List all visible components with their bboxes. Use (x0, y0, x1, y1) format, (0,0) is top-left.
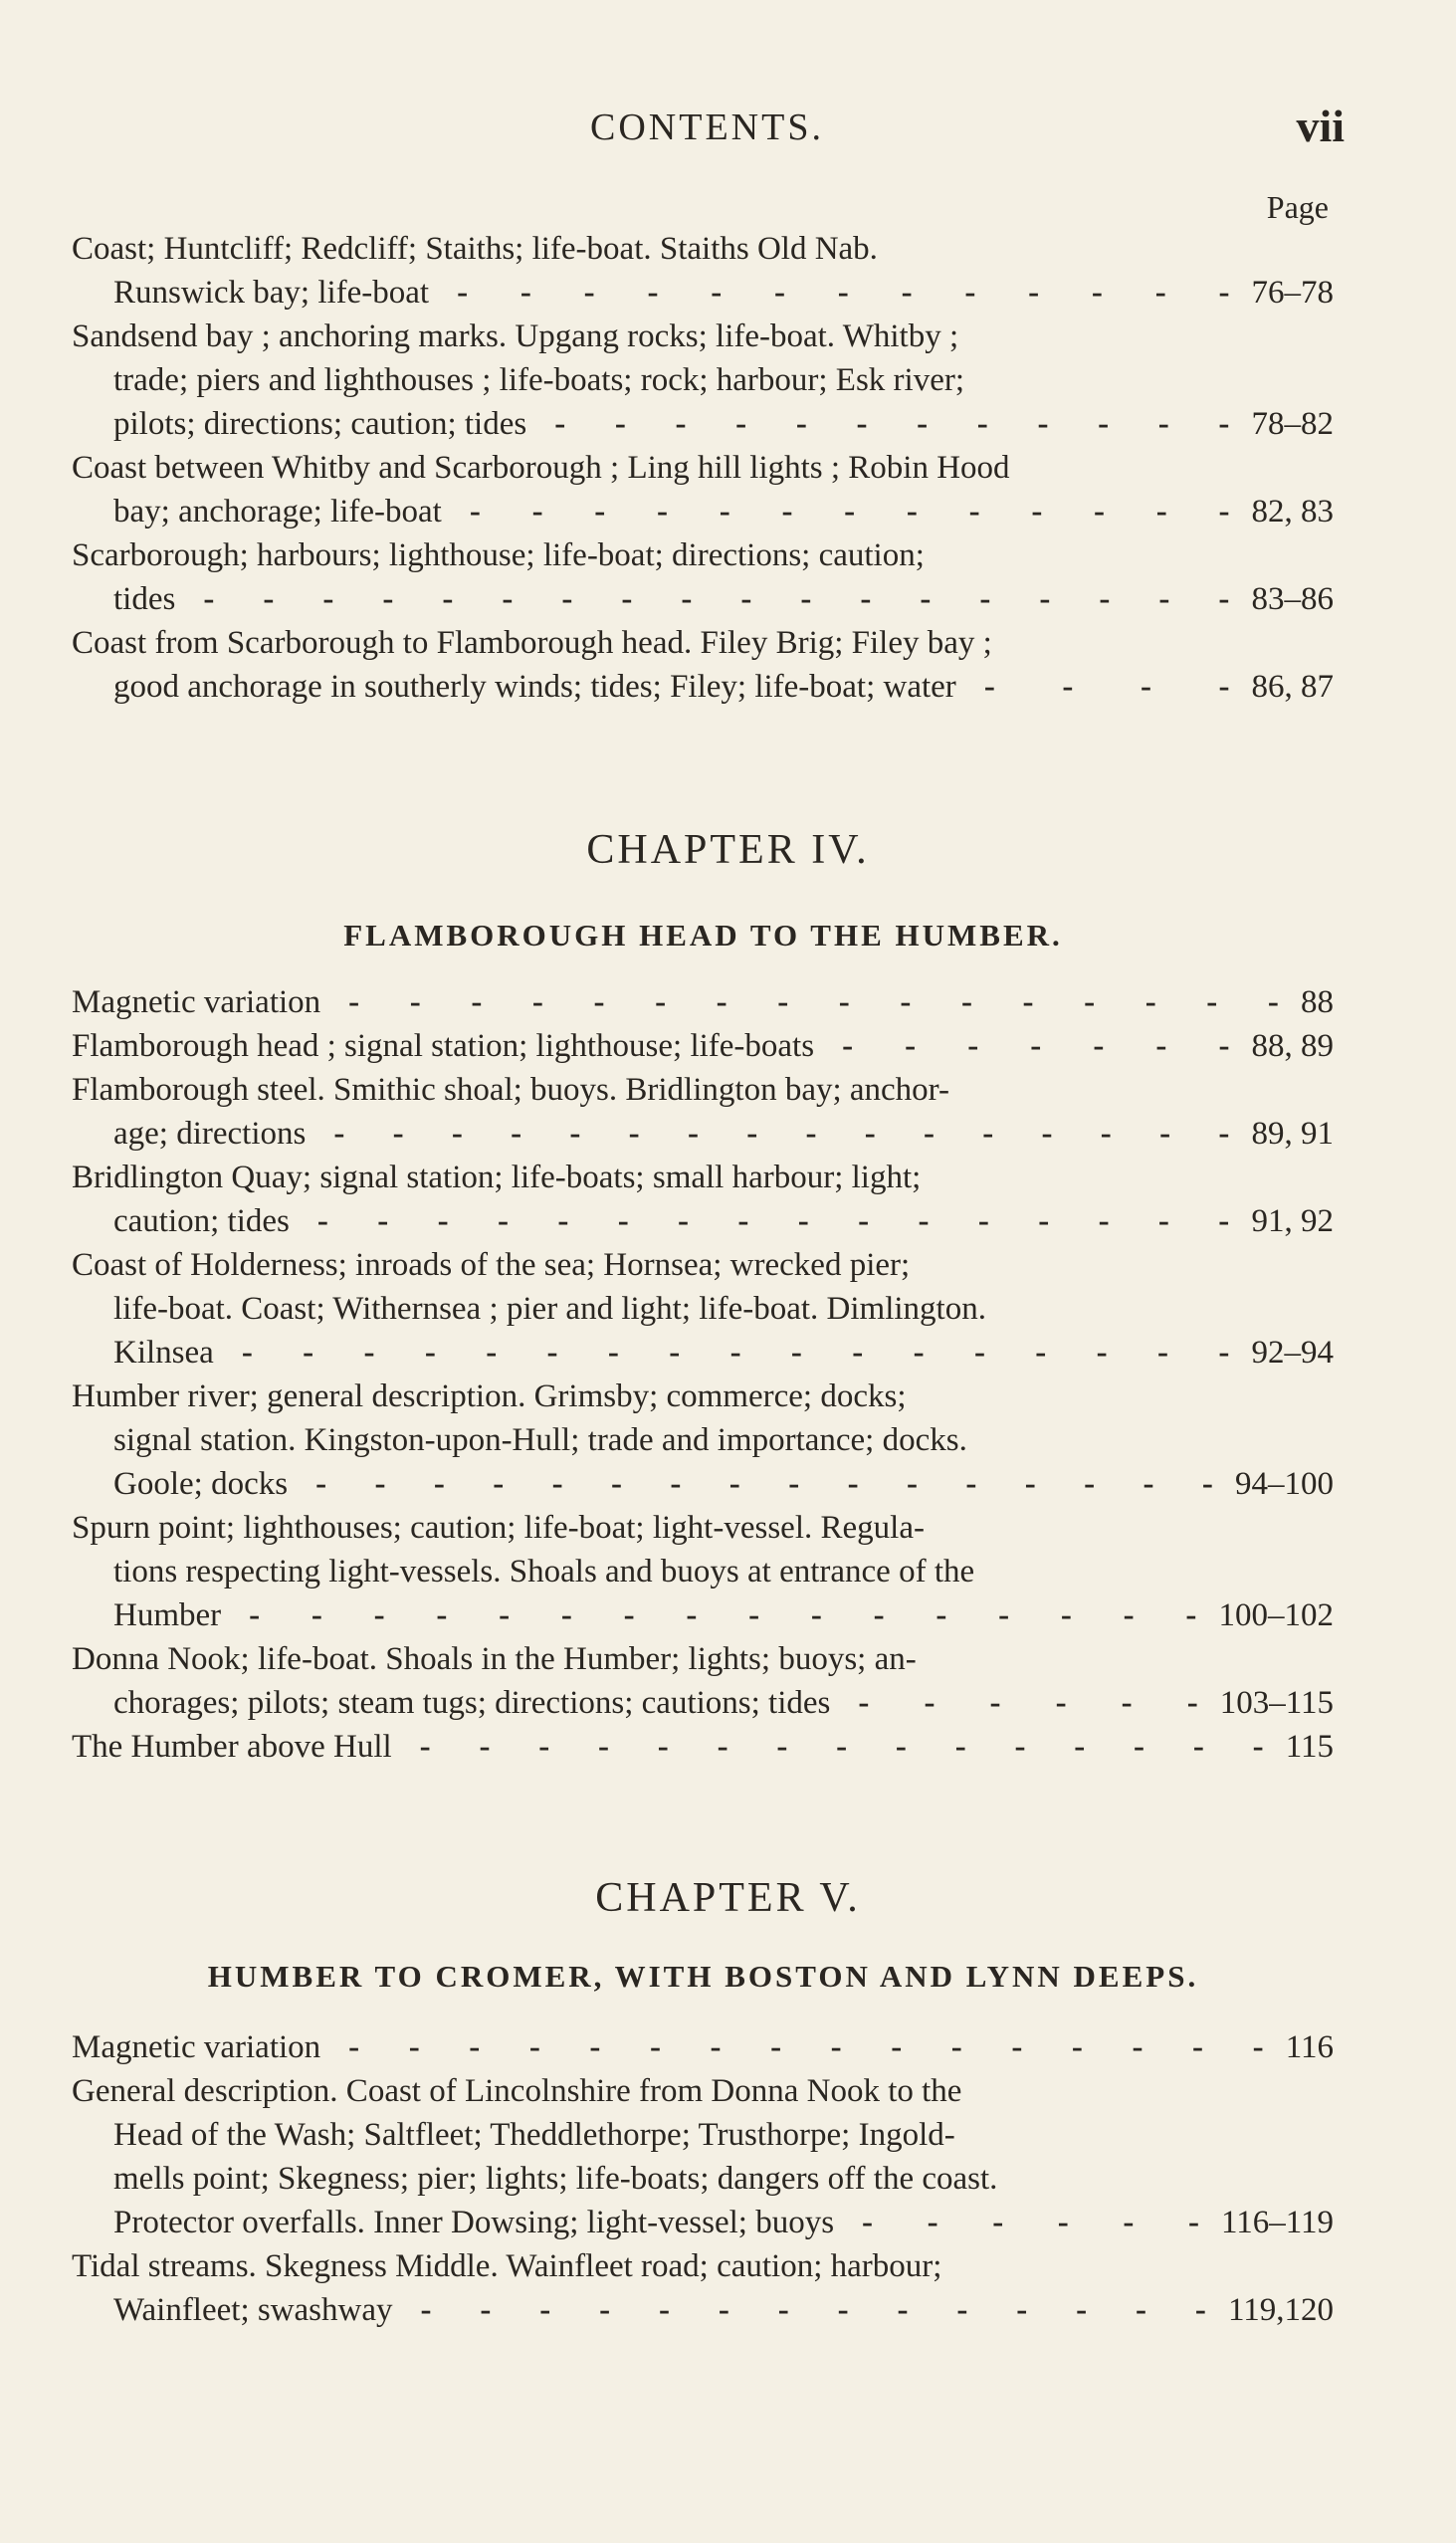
entry-page-number: 76–78 (1251, 275, 1334, 311)
entry-text: Coast of Holderness; inroads of the sea; Hornsea; wrecked pier; (72, 1247, 911, 1283)
entry-text: Humber river; general description. Grimsby; commerce; docks; (72, 1378, 907, 1414)
entry-text: tions respecting light-vessels. Shoals and buoys at entrance of the (113, 1554, 975, 1589)
leader-dashes: - - - - - - - - - - - - - - - - - - (203, 581, 1230, 617)
entry-line (72, 1331, 1334, 1375)
entry-page-number: 115 (1285, 1729, 1334, 1765)
entry-page-number: 94–100 (1235, 1466, 1334, 1502)
entry-page-number: 116–119 (1220, 2205, 1334, 2240)
entry-text: Protector overfalls. Inner Dowsing; light-vessel; buoys (113, 2205, 835, 2240)
leader-dashes: - - - - - - - - - - - - - - - - (333, 1116, 1230, 1152)
entry-line (72, 315, 1334, 358)
entry-text: Sandsend bay ; anchoring marks. Upgang rocks; life-boat. Whitby ; (72, 318, 959, 354)
entry-text: good anchorage in southerly winds; tides; Filey; life-boat; water (113, 669, 956, 705)
contents-entry (72, 1637, 1334, 1725)
entry-page-number: 116 (1285, 2029, 1334, 2065)
entry-line (72, 1024, 1334, 1068)
leader-dashes: - - - - - - - (842, 1028, 1230, 1064)
entry-line (72, 2025, 1334, 2069)
contents-entry (72, 1506, 1334, 1637)
entry-line (72, 402, 1334, 446)
contents-entry (72, 2025, 1334, 2069)
entry-page-number: 92–94 (1251, 1335, 1334, 1371)
entry-line (72, 490, 1334, 533)
entry-line (72, 1287, 1334, 1331)
entry-text: life-boat. Coast; Withernsea ; pier and light; life-boat. Dimlington. (113, 1291, 986, 1327)
entry-line (72, 1637, 1334, 1681)
contents-entry (72, 1068, 1334, 1156)
entry-page-number: 119,120 (1227, 2292, 1334, 2328)
contents-entry (72, 1375, 1334, 1506)
contents-entry (72, 1156, 1334, 1243)
entry-page-number: 88, 89 (1251, 1028, 1334, 1064)
entry-line (72, 1725, 1334, 1769)
entry-text: Coast from Scarborough to Flamborough head. Filey Brig; Filey bay ; (72, 625, 992, 661)
entry-text: Coast; Huntcliff; Redcliff; Staiths; life-boat. Staiths Old Nab. (72, 231, 878, 267)
entry-line (72, 446, 1334, 490)
leader-dashes: - - - - - - - - - - - - - - - - (316, 1203, 1230, 1239)
entry-text: Head of the Wash; Saltfleet; Theddlethorpe; Trusthorpe; Ingold- (113, 2117, 955, 2153)
entry-line (72, 1243, 1334, 1287)
entry-line (72, 1156, 1334, 1199)
contents-section-chapter-v (72, 2025, 1334, 2332)
entry-line (72, 980, 1334, 1024)
chapter-iv-subtitle: FLAMBOROUGH HEAD TO THE HUMBER. (343, 918, 1063, 953)
leader-dashes: - - - - - - - - - - - - - - - (419, 1729, 1264, 1765)
entry-page-number: 100–102 (1218, 1597, 1334, 1633)
entry-text: Tidal streams. Skegness Middle. Wainfleet road; caution; harbour; (72, 2248, 942, 2284)
contents-entry (72, 533, 1334, 621)
entry-page-number: 103–115 (1219, 1685, 1334, 1721)
contents-entry (72, 1243, 1334, 1375)
entry-line (72, 227, 1334, 271)
entry-line (72, 577, 1334, 621)
entry-text: mells point; Skegness; pier; lights; life-boats; dangers off the coast. (113, 2161, 998, 2197)
entry-line (72, 1462, 1334, 1506)
leader-dashes: - - - - - - - - - - - - - - - - (348, 2029, 1264, 2065)
leader-dashes: - - - - - - (862, 2205, 1199, 2240)
entry-text: Flamborough steel. Smithic shoal; buoys. Bridlington bay; anchor- (72, 1072, 949, 1108)
entry-text: tides (113, 581, 176, 617)
entry-page-number: 86, 87 (1251, 669, 1334, 705)
leader-dashes: - - - - - - - - - - - - - - - - (315, 1466, 1213, 1502)
chapter-v-title: CHAPTER V. (595, 1875, 861, 1921)
entry-text: caution; tides (113, 1203, 290, 1239)
contents-entry (72, 980, 1334, 1024)
entry-text: pilots; directions; caution; tides (113, 406, 527, 442)
entry-page-number: 91, 92 (1251, 1203, 1334, 1239)
chapter-v-subtitle: HUMBER TO CROMER, WITH BOSTON AND LYNN DEEPS. (207, 1959, 1199, 1994)
contents-section-chapter-iv (72, 980, 1334, 1769)
leader-dashes: - - - - (983, 669, 1230, 705)
entry-line (72, 2244, 1334, 2288)
entry-text: Wainfleet; swashway (113, 2292, 393, 2328)
entry-page-number: 82, 83 (1251, 494, 1334, 530)
entry-text: Runswick bay; life-boat (113, 275, 430, 311)
leader-dashes: - - - - - - (858, 1685, 1198, 1721)
leader-dashes: - - - - - - - - - - - - - - - - (249, 1597, 1197, 1633)
entry-text: Bridlington Quay; signal station; life-boats; small harbour; light; (72, 1160, 922, 1195)
entry-line (72, 1199, 1334, 1243)
leader-dashes: - - - - - - - - - - - - - (469, 494, 1230, 530)
entry-text: signal station. Kingston-upon-Hull; trade and importance; docks. (113, 1422, 967, 1458)
entry-text: The Humber above Hull (72, 1729, 392, 1765)
contents-entry (72, 227, 1334, 315)
entry-text: trade; piers and lighthouses ; life-boats; rock; harbour; Esk river; (113, 362, 965, 398)
entry-page-number: 78–82 (1251, 406, 1334, 442)
entry-text: Magnetic variation (72, 2029, 321, 2065)
entry-line (72, 533, 1334, 577)
contents-entry (72, 315, 1334, 446)
entry-line (72, 358, 1334, 402)
entry-line (72, 1506, 1334, 1550)
entry-line (72, 665, 1334, 709)
entry-text: chorages; pilots; steam tugs; directions; cautions; tides (113, 1685, 831, 1721)
entry-line (72, 621, 1334, 665)
leader-dashes: - - - - - - - - - - - - (554, 406, 1230, 442)
entry-text: age; directions (113, 1116, 307, 1152)
page-number: vii (1296, 101, 1345, 151)
entry-text: Donna Nook; life-boat. Shoals in the Humber; lights; buoys; an- (72, 1641, 917, 1677)
entry-line (72, 1112, 1334, 1156)
contents-section-top (72, 227, 1334, 709)
chapter-iv-title: CHAPTER IV. (586, 827, 870, 873)
leader-dashes: - - - - - - - - - - - - - - - - - (241, 1335, 1230, 1371)
entry-text: Magnetic variation (72, 984, 321, 1020)
entry-text: bay; anchorage; life-boat (113, 494, 442, 530)
entry-line (72, 2113, 1334, 2157)
entry-text: Kilnsea (113, 1335, 214, 1371)
contents-entry (72, 2244, 1334, 2332)
entry-text: Goole; docks (113, 1466, 289, 1502)
contents-entry (72, 621, 1334, 709)
entry-text: Coast between Whitby and Scarborough ; Ling hill lights ; Robin Hood (72, 450, 1010, 486)
entry-line (72, 1681, 1334, 1725)
contents-entry (72, 2069, 1334, 2244)
entry-text: Scarborough; harbours; lighthouse; life-boat; directions; caution; (72, 537, 925, 573)
entry-text: Humber (113, 1597, 222, 1633)
entry-line (72, 1550, 1334, 1593)
entry-page-number: 88 (1301, 984, 1334, 1020)
entry-text: Flamborough head ; signal station; lighthouse; life-boats (72, 1028, 815, 1064)
contents-entry (72, 446, 1334, 533)
entry-line (72, 271, 1334, 315)
entry-text: General description. Coast of Lincolnshire from Donna Nook to the (72, 2073, 962, 2109)
entry-page-number: 89, 91 (1251, 1116, 1334, 1152)
entry-text: Spurn point; lighthouses; caution; life-boat; light-vessel. Regula- (72, 1510, 925, 1546)
running-head (70, 100, 1345, 159)
entry-line (72, 1068, 1334, 1112)
entry-line (72, 2069, 1334, 2113)
entry-line (72, 1418, 1334, 1462)
entry-line (72, 2157, 1334, 2201)
contents-entry (72, 1024, 1334, 1068)
contents-entry (72, 1725, 1334, 1769)
leader-dashes: - - - - - - - - - - - - - (457, 275, 1230, 311)
entry-line (72, 2288, 1334, 2332)
running-head-title: CONTENTS. (590, 106, 824, 148)
entry-line (72, 2201, 1334, 2244)
leader-dashes: - - - - - - - - - - - - - - - - (348, 984, 1279, 1020)
leader-dashes: - - - - - - - - - - - - - - (420, 2292, 1206, 2328)
entry-line (72, 1593, 1334, 1637)
page-column-label: Page (1266, 189, 1329, 225)
entry-page-number: 83–86 (1251, 581, 1334, 617)
entry-line (72, 1375, 1334, 1418)
